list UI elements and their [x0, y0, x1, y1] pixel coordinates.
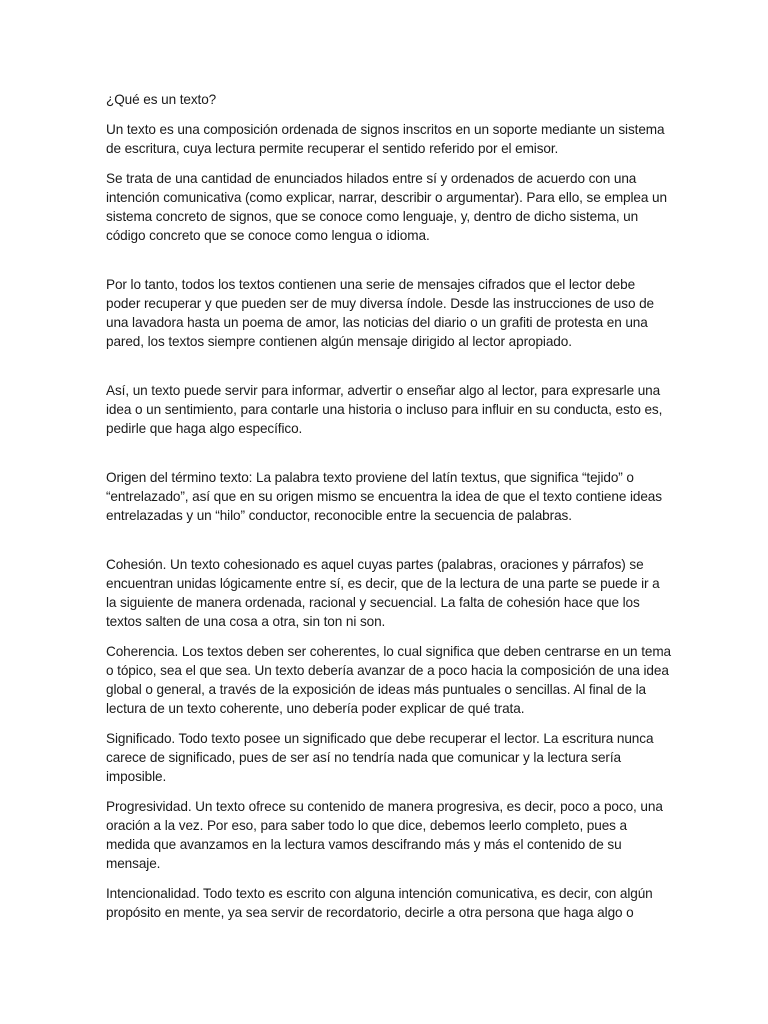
paragraph-progresividad: Progresividad. Un texto ofrece su contenido de manera progresiva, es decir, poco a poco, una oración a la vez. Por eso, para saber todo lo que dice, debemos leerlo completo, pues a medida que avanzamos en la lectura vamos descifrando más y más el contenido de su mensaje.	[106, 799, 663, 871]
paragraph-significado: Significado. Todo texto posee un significado que debe recuperar el lector. La escritura nunca carece de significado, pues de ser así no tendría nada que comunicar y la lectura sería imposible.	[106, 731, 654, 784]
paragraph-funciones: Así, un texto puede servir para informar, advertir o enseñar algo al lector, para expresarle una idea o un sentimiento, para contarle una historia o incluso para influir en su conducta, esto es, pedirle que haga algo específico.	[106, 383, 663, 436]
paragraph-mensajes: Por lo tanto, todos los textos contienen una serie de mensajes cifrados que el lector debe poder recuperar y que pueden ser de muy diversa índole. Desde las instrucciones de uso de una lavadora hasta un poema de amor, las noticias del diario o un grafiti de protesta en una pared, los textos siempre contienen algún mensaje dirigido al lector apropiado.	[106, 277, 655, 349]
document-title: ¿Qué es un texto?	[106, 92, 217, 107]
paragraph-origen: Origen del término texto: La palabra texto proviene del latín textus, que significa “tejido” o “entrelazado”, así que en su origen mismo se encuentra la idea de que el texto contiene ideas entrelazadas y un “hilo” conductor, reconocible entre la secuencia de palabras.	[106, 470, 662, 523]
paragraph-coherencia: Coherencia. Los textos deben ser coherentes, lo cual significa que deben centrarse en un tema o tópico, sea el que sea. Un texto debería avanzar de a poco hacia la composición de una idea global o general, a través de la exposición de ideas más puntuales o sencillas. Al final de la lectura de un texto coherente, uno debería poder explicar de qué trata.	[106, 644, 672, 716]
paragraph-intencionalidad: Intencionalidad. Todo texto es escrito con alguna intención comunicativa, es decir, con algún propósito en mente, ya sea servir de recordatorio, decirle a otra persona que haga algo o	[106, 886, 653, 920]
paragraph-definition: Un texto es una composición ordenada de signos inscritos en un soporte mediante un sistema de escritura, cuya lectura permite recuperar el sentido referido por el emisor.	[106, 122, 665, 156]
paragraph-cohesion: Cohesión. Un texto cohesionado es aquel cuyas partes (palabras, oraciones y párrafos) se encuentran unidas lógicamente entre sí, es decir, que de la lectura de una parte se puede ir a la siguiente de manera ordenada, racional y secuencial. La falta de cohesión hace que los textos salten de una cosa a otra, sin ton ni son.	[106, 557, 660, 629]
paragraph-enunciados: Se trata de una cantidad de enunciados hilados entre sí y ordenados de acuerdo con una intención comunicativa (como explicar, narrar, describir o argumentar). Para ello, se emplea un sistema concreto de signos, que se conoce como lenguaje, y, dentro de dicho sistema, un código concreto que se conoce como lengua o idioma.	[106, 171, 667, 243]
document-body	[106, 90, 672, 933]
